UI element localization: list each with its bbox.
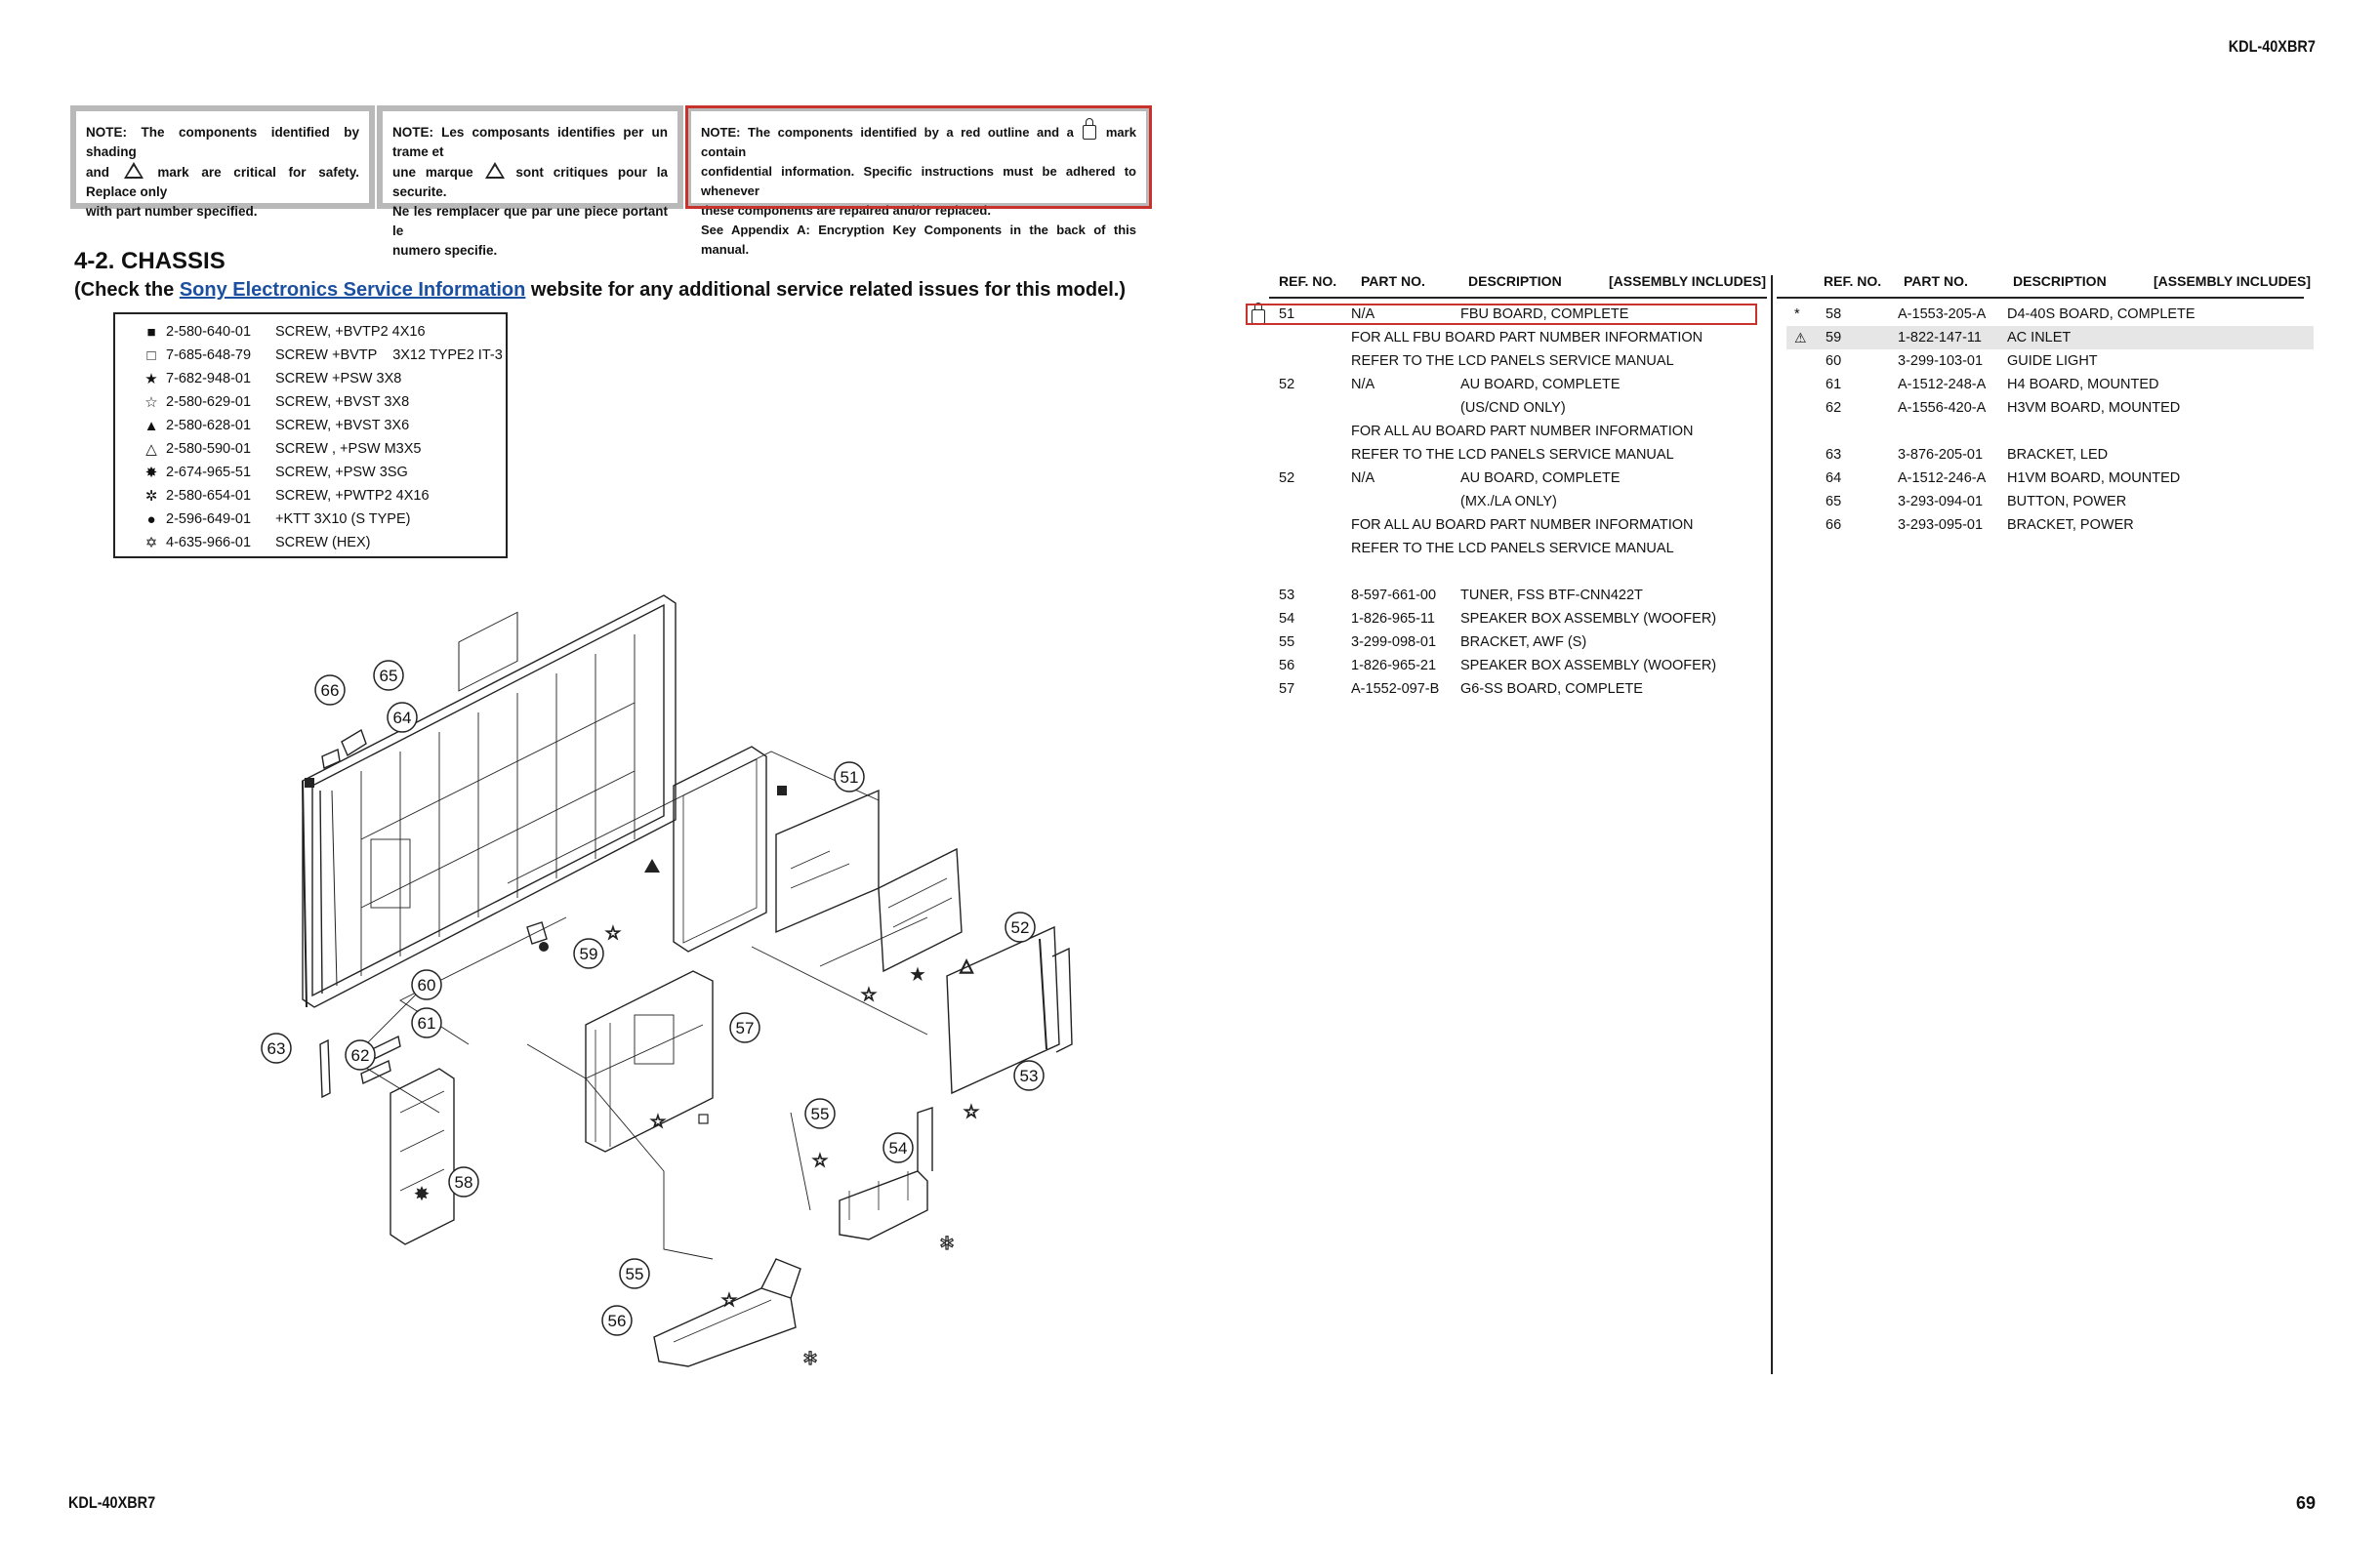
svg-text:52: 52 [1010,918,1030,937]
svg-text:59: 59 [579,945,598,963]
part-number: 3-299-103-01 [1898,353,1984,369]
ref-number: 65 [1826,494,1842,509]
screw-legend-row [115,320,506,344]
led-bracket-shape [320,1040,330,1097]
open-square-icon: □ [146,346,156,364]
ref-number: 64 [1826,470,1842,486]
description: AU BOARD, COMPLETE [1460,377,1621,392]
left-parts-row [1246,607,1763,630]
part-number: REFER TO THE LCD PANELS SERVICE MANUAL [1351,353,1674,369]
part-number: A-1552-097-B [1351,681,1440,697]
svg-text:☆: ☆ [860,985,878,1005]
part-number: 1-822-147-11 [1898,330,1982,345]
ref-number: 60 [1826,353,1842,369]
ref-number: 51 [1279,306,1295,322]
screw-description: SCREW, +BVTP2 4X16 [275,324,426,340]
screw-legend-row [115,461,506,484]
svg-text:57: 57 [735,1019,755,1037]
svg-text:58: 58 [454,1173,473,1192]
part-number: FOR ALL AU BOARD PART NUMBER INFORMATION [1351,424,1694,439]
part-number: REFER TO THE LCD PANELS SERVICE MANUAL [1351,541,1674,556]
ac-inlet-shape [527,922,547,944]
screw-legend-row [115,508,506,531]
filled-burst-icon: ✸ [144,465,158,481]
table-divider [1771,275,1773,1374]
part-number: A-1556-420-A [1898,400,1987,416]
warning-triangle-icon [124,162,144,179]
callout-60 [412,970,441,999]
svg-text:54: 54 [888,1139,908,1158]
callout-55 [805,1099,835,1128]
ref-number: 57 [1279,681,1295,697]
screw-description: SCREW , +PSW M3X5 [275,441,422,457]
filled-square-icon: ■ [146,323,156,341]
warning-triangle-icon: ⚠ [1794,330,1807,345]
description: FBU BOARD, COMPLETE [1460,306,1629,322]
screw-part-number: 2-596-649-01 [166,511,252,527]
speaker-box-54 [840,1171,927,1239]
left-parts-row [1246,490,1763,513]
chassis-exploded-diagram [244,586,1103,1376]
au-board-shape [776,791,879,932]
description: SPEAKER BOX ASSEMBLY (WOOFER) [1460,658,1717,673]
screw-part-number: 2-580-590-01 [166,441,252,457]
model-header: KDL-40XBR7 [2228,37,2316,56]
svg-text:✲: ✲ [802,1349,818,1369]
open-hex-star-icon: ✡ [144,535,158,551]
callout-53 [1014,1061,1044,1090]
right-header-assy: [ASSEMBLY INCLUDES] [2154,273,2312,289]
left-header-assy: [ASSEMBLY INCLUDES] [1609,273,1767,289]
open-star-icon: ☆ [144,394,158,411]
part-number: 3-293-094-01 [1898,494,1984,509]
open-triangle-icon: △ [145,441,157,458]
open-burst-icon: ✲ [144,488,158,505]
screw-description: SCREW, +PSW 3SG [275,465,408,480]
warning-triangle-icon [485,162,505,179]
screw-description: SCREW, +PWTP2 4X16 [275,488,430,504]
ref-number: 61 [1826,377,1842,392]
left-header-desc: DESCRIPTION [1468,273,1562,289]
left-parts-row [1246,326,1763,349]
screw-description: SCREW, +BVST 3X6 [275,418,410,433]
description: BRACKET, AWF (S) [1460,634,1587,650]
svg-text:☆: ☆ [720,1290,738,1311]
left-header-ref: REF. NO. [1279,273,1337,289]
left-parts-row [1246,654,1763,677]
lcd-panel-frame [303,595,676,1007]
callout-51 [835,762,864,792]
screw-description: +KTT 3X10 (S TYPE) [275,511,411,527]
ref-number: 66 [1826,517,1842,533]
description: TUNER, FSS BTF-CNN422T [1460,588,1643,603]
svg-text:53: 53 [1019,1067,1039,1085]
description: BUTTON, POWER [2007,494,2127,509]
right-header-desc: DESCRIPTION [2013,273,2107,289]
right-header-rule [1777,297,2304,299]
description: (US/CND ONLY) [1460,400,1566,416]
callout-52 [1005,913,1035,942]
svg-text:61: 61 [417,1014,436,1033]
part-number: REFER TO THE LCD PANELS SERVICE MANUAL [1351,447,1674,463]
description: G6-SS BOARD, COMPLETE [1460,681,1643,697]
screw-description: SCREW +BVTP 3X12 TYPE2 IT-3 [275,347,503,363]
svg-text:60: 60 [417,976,436,995]
screw-part-number: 2-674-965-51 [166,465,252,480]
svg-text:55: 55 [810,1105,830,1123]
left-parts-row [1246,443,1763,467]
callout-62 [346,1040,375,1070]
critical-asterisk: * [1794,306,1800,322]
part-number: 8-597-661-00 [1351,588,1437,603]
service-info-link[interactable]: Sony Electronics Service Information [179,279,526,301]
right-header-ref: REF. NO. [1824,273,1882,289]
safety-note-en: NOTE: The components identified by shading and mark are critical for safety. Replace only with part number specified. [70,105,375,209]
left-header-rule [1269,297,1767,299]
left-parts-row [1246,630,1763,654]
right-parts-row [1786,467,2314,490]
screw-legend-row [115,484,506,508]
filled-star-icon: ★ [144,371,158,387]
right-parts-row [1786,303,2314,326]
svg-text:✲: ✲ [939,1234,955,1254]
right-parts-row [1786,396,2314,420]
svg-text:☆: ☆ [604,923,622,944]
svg-text:66: 66 [320,681,340,700]
right-parts-row [1786,443,2314,467]
description: GUIDE LIGHT [2007,353,2098,369]
callout-56 [602,1306,632,1335]
right-header-part: PART NO. [1904,273,1968,289]
screw-legend-row [115,414,506,437]
ref-number: 62 [1826,400,1842,416]
description: D4-40S BOARD, COMPLETE [2007,306,2195,322]
left-parts-row [1246,467,1763,490]
screw-part-number: 2-580-640-01 [166,324,252,340]
part-number: A-1512-248-A [1898,377,1987,392]
left-parts-row [1246,677,1763,701]
part-number: 3-299-098-01 [1351,634,1437,650]
svg-text:63: 63 [267,1039,286,1058]
left-parts-row [1246,537,1763,560]
screw-legend-row [115,531,506,554]
part-number: N/A [1351,470,1375,486]
left-parts-row [1246,560,1763,584]
svg-text:△: △ [960,955,973,976]
svg-text:☆: ☆ [811,1151,829,1171]
screw-part-number: 4-635-966-01 [166,535,252,550]
description: AC INLET [2007,330,2072,345]
description: H4 BOARD, MOUNTED [2007,377,2159,392]
screw-description: SCREW +PSW 3X8 [275,371,402,386]
description: H3VM BOARD, MOUNTED [2007,400,2181,416]
left-parts-row [1246,349,1763,373]
right-parts-row [1786,373,2314,396]
part-number: A-1553-205-A [1898,306,1987,322]
filled-triangle-icon: ▲ [144,417,159,434]
safety-note-fr: NOTE: Les composants identifies per un trame et une marque sont critiques pour la securite. Ne les remplacer que par une piece portant le numero specifie. [377,105,683,209]
part-number: 1-826-965-11 [1351,611,1435,627]
part-number: 3-293-095-01 [1898,517,1984,533]
confidential-outline [1246,304,1757,325]
lock-icon [1083,125,1096,140]
part-number: N/A [1351,377,1375,392]
screw-part-number: 2-580-629-01 [166,394,252,410]
power-button-shape [342,730,366,755]
callout-61 [412,1008,441,1037]
description: SPEAKER BOX ASSEMBLY (WOOFER) [1460,611,1717,627]
right-parts-row [1786,420,2314,443]
confidential-note: NOTE: The components identified by a red outline and a mark contain confidential information. Specific instructions must be adhered to whenever these components are repaired and/or replaced. See Appendix A: Encryption Key Components in the back of this manual. [685,105,1152,209]
callout-58 [449,1167,478,1197]
part-number: FOR ALL FBU BOARD PART NUMBER INFORMATION [1351,330,1703,345]
svg-text:51: 51 [840,768,859,787]
right-parts-row [1786,490,2314,513]
callout-63 [262,1034,291,1063]
description: H1VM BOARD, MOUNTED [2007,470,2181,486]
d4-board-shape [390,1069,454,1244]
callout-65 [374,661,403,690]
left-parts-row [1246,513,1763,537]
callout-66 [315,675,345,705]
left-parts-row [1246,420,1763,443]
right-parts-row [1786,513,2314,537]
ref-number: 63 [1826,447,1842,463]
svg-text:64: 64 [392,709,412,727]
callout-55 [620,1259,649,1288]
svg-text:✸: ✸ [413,1182,431,1205]
ref-number: 53 [1279,588,1295,603]
section-subtitle: (Check the Sony Electronics Service Information website for any additional service related issues for this model.) [74,279,1127,301]
section-title: 4-2. CHASSIS [74,248,226,274]
screw-description: SCREW (HEX) [275,535,371,550]
screw-part-number: 2-580-628-01 [166,418,252,433]
ref-number: 59 [1826,330,1842,345]
callout-57 [730,1013,759,1042]
left-header-part: PART NO. [1361,273,1425,289]
screw-part-number: 7-682-948-01 [166,371,252,386]
part-number: FOR ALL AU BOARD PART NUMBER INFORMATION [1351,517,1694,533]
svg-text:56: 56 [607,1312,627,1330]
screw-legend-row [115,344,506,367]
ref-number: 52 [1279,470,1295,486]
left-parts-row [1246,396,1763,420]
right-parts-row [1786,326,2314,349]
description: (MX./LA ONLY) [1460,494,1557,509]
part-number: 1-826-965-21 [1351,658,1437,673]
part-number: 3-876-205-01 [1898,447,1984,463]
part-number: N/A [1351,306,1375,322]
screw-part-number: 7-685-648-79 [166,347,252,363]
description: BRACKET, LED [2007,447,2109,463]
screw-legend-row [115,367,506,390]
ref-number: 54 [1279,611,1295,627]
screw-legend [113,312,508,558]
callout-59 [574,939,603,968]
svg-text:55: 55 [625,1265,644,1283]
svg-text:62: 62 [350,1046,370,1065]
screw-legend-row [115,390,506,414]
ref-number: 56 [1279,658,1295,673]
ref-number: 58 [1826,306,1842,322]
svg-text:☆: ☆ [649,1112,667,1132]
description: AU BOARD, COMPLETE [1460,470,1621,486]
screw-part-number: 2-580-654-01 [166,488,252,504]
left-parts-row [1246,584,1763,607]
ref-number: 55 [1279,634,1295,650]
callout-54 [883,1133,913,1162]
screw-legend-row [115,437,506,461]
screw-description: SCREW, +BVST 3X8 [275,394,410,410]
ref-number: 52 [1279,377,1295,392]
svg-text:★: ★ [909,962,926,986]
model-footer: KDL-40XBR7 [68,1493,156,1512]
svg-text:☆: ☆ [963,1102,980,1122]
svg-text:65: 65 [379,667,398,685]
left-parts-row [1246,373,1763,396]
part-number: A-1512-246-A [1898,470,1987,486]
right-parts-row [1786,349,2314,373]
callout-64 [388,703,417,732]
page-number: 69 [2295,1493,2316,1513]
filled-circle-icon: ● [146,510,156,528]
description: BRACKET, POWER [2007,517,2134,533]
